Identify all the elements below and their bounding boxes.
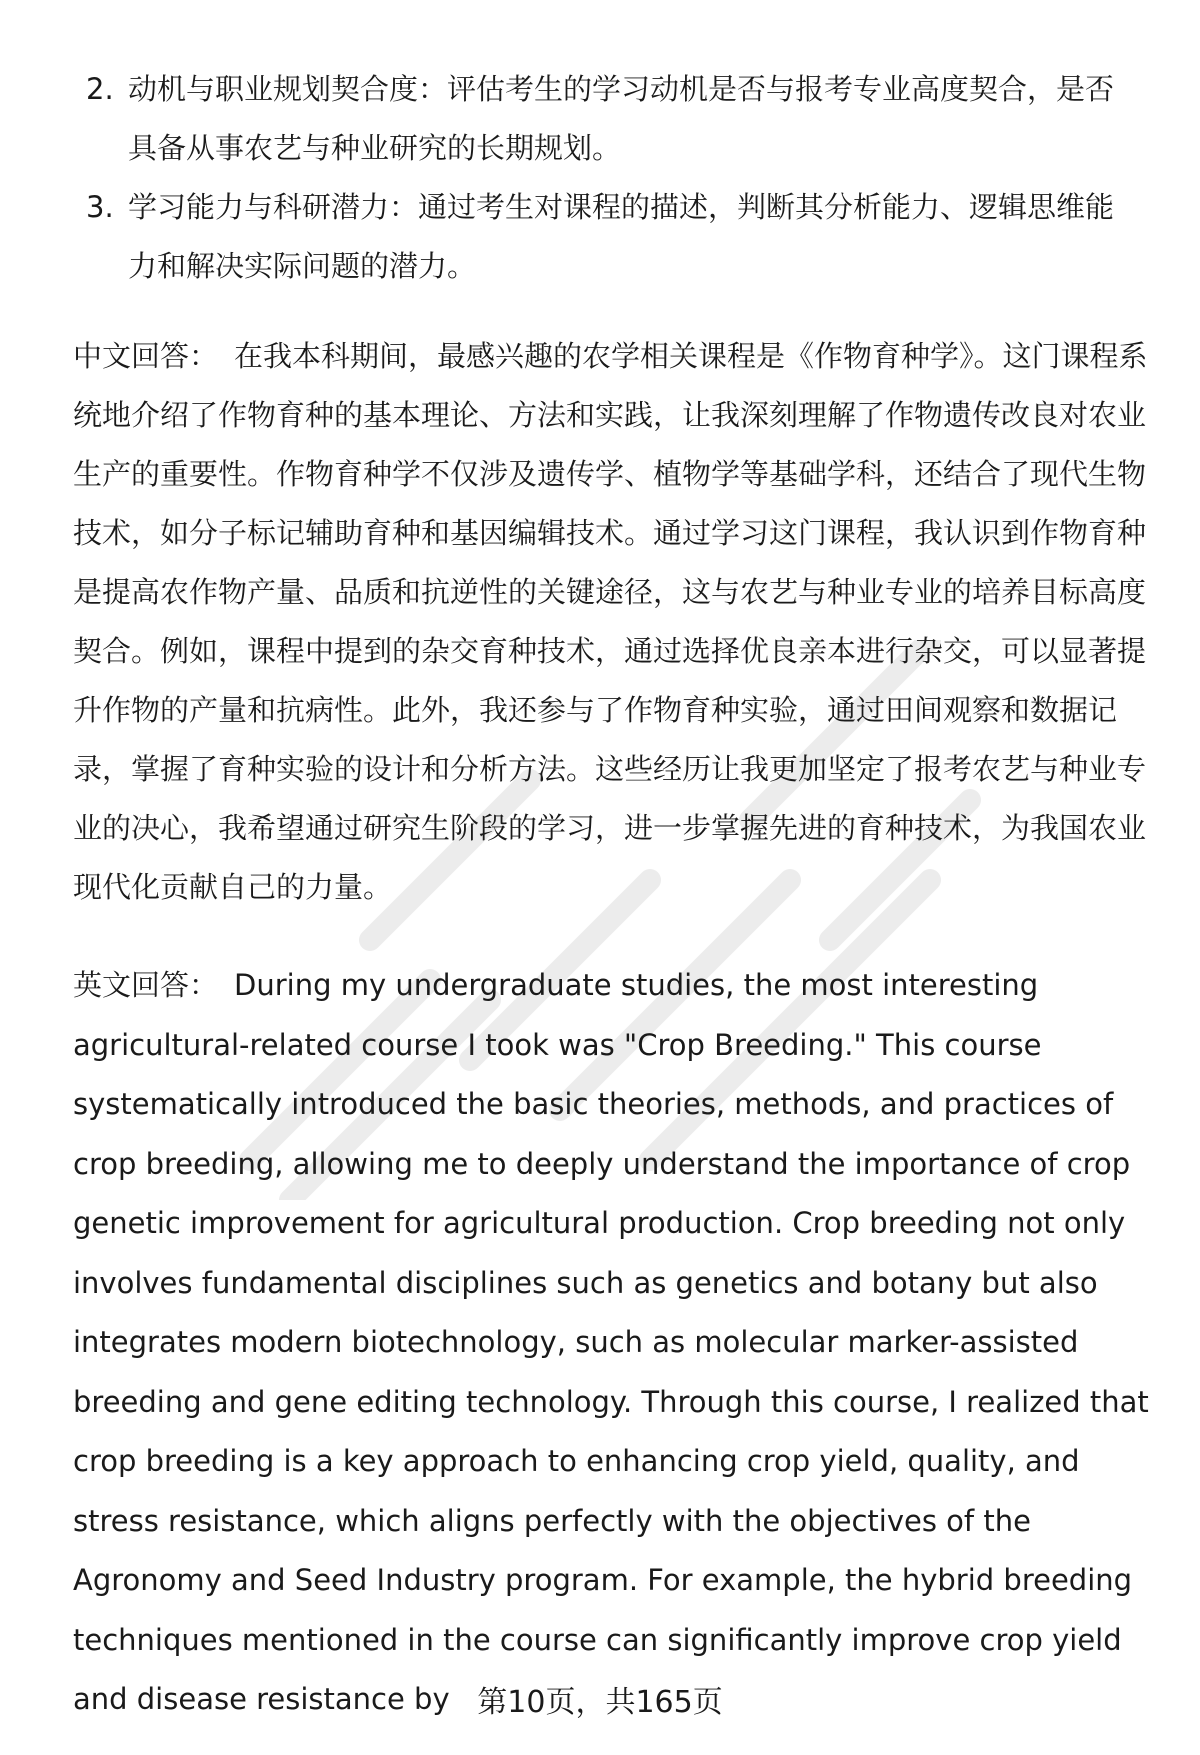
english-answer-label: 英文回答： bbox=[73, 968, 219, 1002]
english-answer-text: During my undergraduate studies, the most interesting agricultural-related course I took was "Crop Breeding." This course systematically introduced the basic theories, methods, and practices of crop breeding, allowing me to deeply understand the importance of crop genetic improvement for agricultural production. Crop breeding not only involves fundamental disciplines such as genetics and botany but also integrates modern biotechnology, such as molecular marker-assisted breeding and gene editing technology. Through this course, I realized that crop breeding is a key approach to enhancing crop yield, quality, and stress resistance, which aligns perfectly with the objectives of the Agronomy and Seed Industry program. For example, the hybrid breeding techniques mentioned in the course can significantly improve crop yield and disease resistance by bbox=[73, 968, 1149, 1716]
evaluation-criteria-list bbox=[72, 60, 1142, 296]
criteria-number: 2. bbox=[86, 72, 114, 106]
criteria-item-2 bbox=[72, 60, 1142, 178]
criteria-text: 学习能力与科研潜力：通过考生对课程的描述，判断其分析能力、逻辑思维能力和解决实际问题的潜力。 bbox=[128, 190, 1115, 283]
chinese-answer-label: 中文回答： bbox=[73, 339, 219, 373]
chinese-answer bbox=[73, 327, 1158, 917]
page-indicator: 第10页，共165页 bbox=[477, 1685, 723, 1720]
criteria-text: 动机与职业规划契合度：评估考生的学习动机是否与报考专业高度契合，是否具备从事农艺与种业研究的长期规划。 bbox=[128, 72, 1115, 165]
english-answer bbox=[73, 956, 1158, 1730]
criteria-number: 3. bbox=[86, 190, 114, 224]
criteria-item-3 bbox=[72, 178, 1142, 296]
chinese-answer-text: 在我本科期间，最感兴趣的农学相关课程是《作物育种学》。这门课程系统地介绍了作物育种的基本理论、方法和实践，让我深刻理解了作物遗传改良对农业生产的重要性。作物育种学不仅涉及遗传学、植物学等基础学科，还结合了现代生物技术，如分子标记辅助育种和基因编辑技术。通过学习这门课程，我认识到作物育种是提高农作物产量、品质和抗逆性的关键途径，这与农艺与种业专业的培养目标高度契合。例如，课程中提到的杂交育种技术，通过选择优良亲本进行杂交，可以显著提升作物的产量和抗病性。此外，我还参与了作物育种实验，通过田间观察和数据记录，掌握了育种实验的设计和分析方法。这些经历让我更加坚定了报考农艺与种业专业的决心，我希望通过研究生阶段的学习，进一步掌握先进的育种技术，为我国农业现代化贡献自己的力量。 bbox=[73, 339, 1148, 904]
